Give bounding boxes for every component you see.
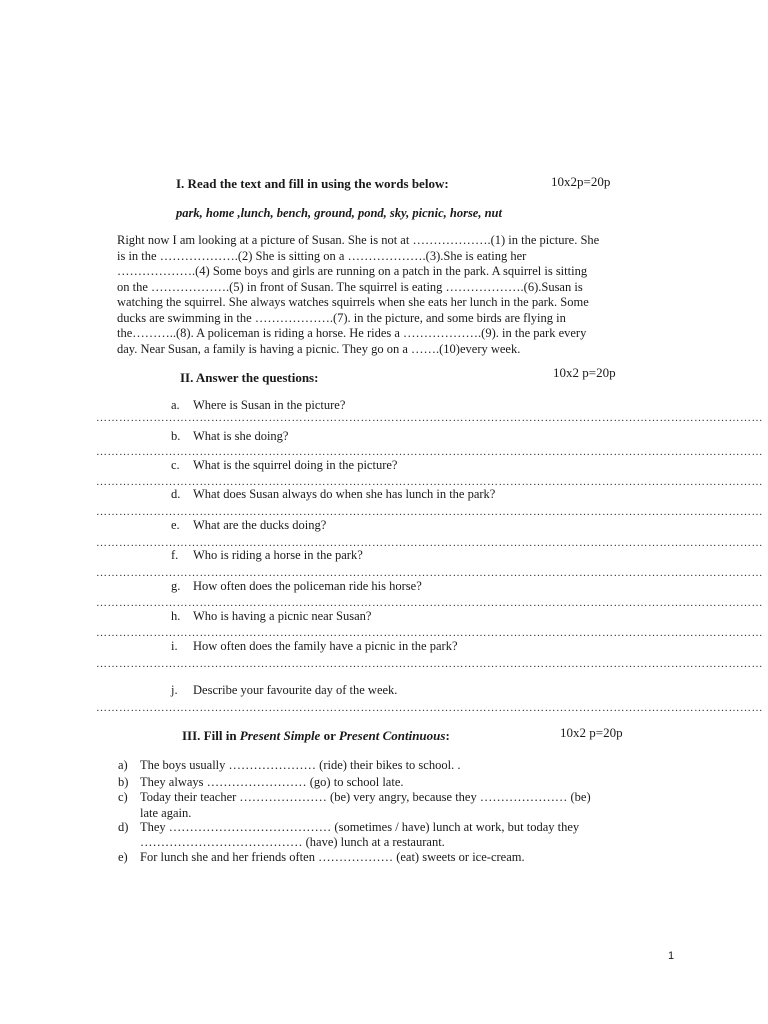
word-bank: park, home ,lunch, bench, ground, pond, sky, picnic, horse, nut <box>176 206 502 220</box>
answer-line[interactable]: ………………………………………………………………………………………………………………………………………………………… <box>96 702 763 714</box>
reading-line: ducks are swimming in the ……………….(7). in the picture, and some birds are flying in <box>117 310 566 325</box>
exercise-item-a: a) The boys usually ………………… (ride) their bikes to school. . <box>118 758 461 772</box>
question-j: j. Describe your favourite day of the week. <box>171 683 398 697</box>
section-1-heading: I. Read the text and fill in using the words below: <box>176 176 449 191</box>
answer-line[interactable]: ………………………………………………………………………………………………………………………………………………………… <box>96 627 763 639</box>
page-number: 1 <box>668 950 675 962</box>
reading-line: the………..(8). A policeman is riding a horse. He rides a ……………….(9). in the park every <box>117 326 587 340</box>
question-e: e. What are the ducks doing? <box>171 518 327 532</box>
question-a: a. Where is Susan in the picture? <box>171 398 346 412</box>
answer-line[interactable]: ………………………………………………………………………………………………………………………………………………………… <box>96 412 763 424</box>
reading-line: ……………….(4) Some boys and girls are running on a patch in the park. A squirrel is sitting <box>117 264 588 278</box>
reading-text <box>117 233 599 357</box>
exercise-item-d: d) They ………………………………… (sometimes / have) lunch at work, but today they <box>118 820 580 834</box>
answer-line[interactable]: ………………………………………………………………………………………………………………………………………………………… <box>96 567 763 579</box>
answer-line[interactable]: ………………………………………………………………………………………………………………………………………………………… <box>96 506 763 518</box>
answer-line[interactable]: ………………………………………………………………………………………………………………………………………………………… <box>96 446 763 458</box>
question-d: d. What does Susan always do when she has lunch in the park? <box>171 487 496 501</box>
answer-line[interactable]: ………………………………………………………………………………………………………………………………………………………… <box>96 658 763 670</box>
question-h: h. Who is having a picnic near Susan? <box>171 609 372 623</box>
exercise-item-c-continued: late again. <box>140 806 192 820</box>
question-i: i. How often does the family have a picnic in the park? <box>171 639 458 653</box>
reading-line: is in the ……………….(2) She is sitting on a ……………….(3).She is eating her <box>117 248 527 263</box>
reading-line: on the ……………….(5) in front of Susan. The squirrel is eating ……………….(6).Susan is <box>117 279 583 294</box>
question-f: f. Who is riding a horse in the park? <box>171 548 363 562</box>
answer-line[interactable]: ………………………………………………………………………………………………………………………………………………………… <box>96 537 763 549</box>
reading-line: watching the squirrel. She always watches squirrels when she eats her lunch in the park. Some <box>117 295 589 309</box>
section-2-heading: II. Answer the questions: <box>180 370 319 385</box>
question-b: b. What is she doing? <box>171 429 289 443</box>
question-c: c. What is the squirrel doing in the picture? <box>171 458 398 472</box>
section-3-score: 10x2 p=20p <box>560 725 623 740</box>
answer-line[interactable]: ………………………………………………………………………………………………………………………………………………………… <box>96 597 763 609</box>
answer-line[interactable]: ………………………………………………………………………………………………………………………………………………………… <box>96 476 763 488</box>
exercise-item-b: b) They always …………………… (go) to school late. <box>118 775 404 789</box>
exercise-item-e: e) For lunch she and her friends often ……………… (eat) sweets or ice-cream. <box>118 850 525 864</box>
reading-line: day. Near Susan, a family is having a picnic. They go on a …….(10)every week. <box>117 341 521 356</box>
exercise-item-c: c) Today their teacher ………………… (be) very angry, because they ………………… (be) <box>118 790 591 804</box>
section-2-score: 10x2 p=20p <box>553 365 616 380</box>
section-3-heading: III. Fill in Present Simple or Present Continuous: <box>182 728 450 743</box>
exercise-item-d-continued: ………………………………… (have) lunch at a restaurant. <box>140 835 445 849</box>
question-g: g. How often does the policeman ride his horse? <box>171 579 422 593</box>
reading-line: Right now I am looking at a picture of Susan. She is not at ……………….(1) in the picture. She <box>117 233 600 247</box>
section-1-score: 10x2p=20p <box>551 174 611 189</box>
